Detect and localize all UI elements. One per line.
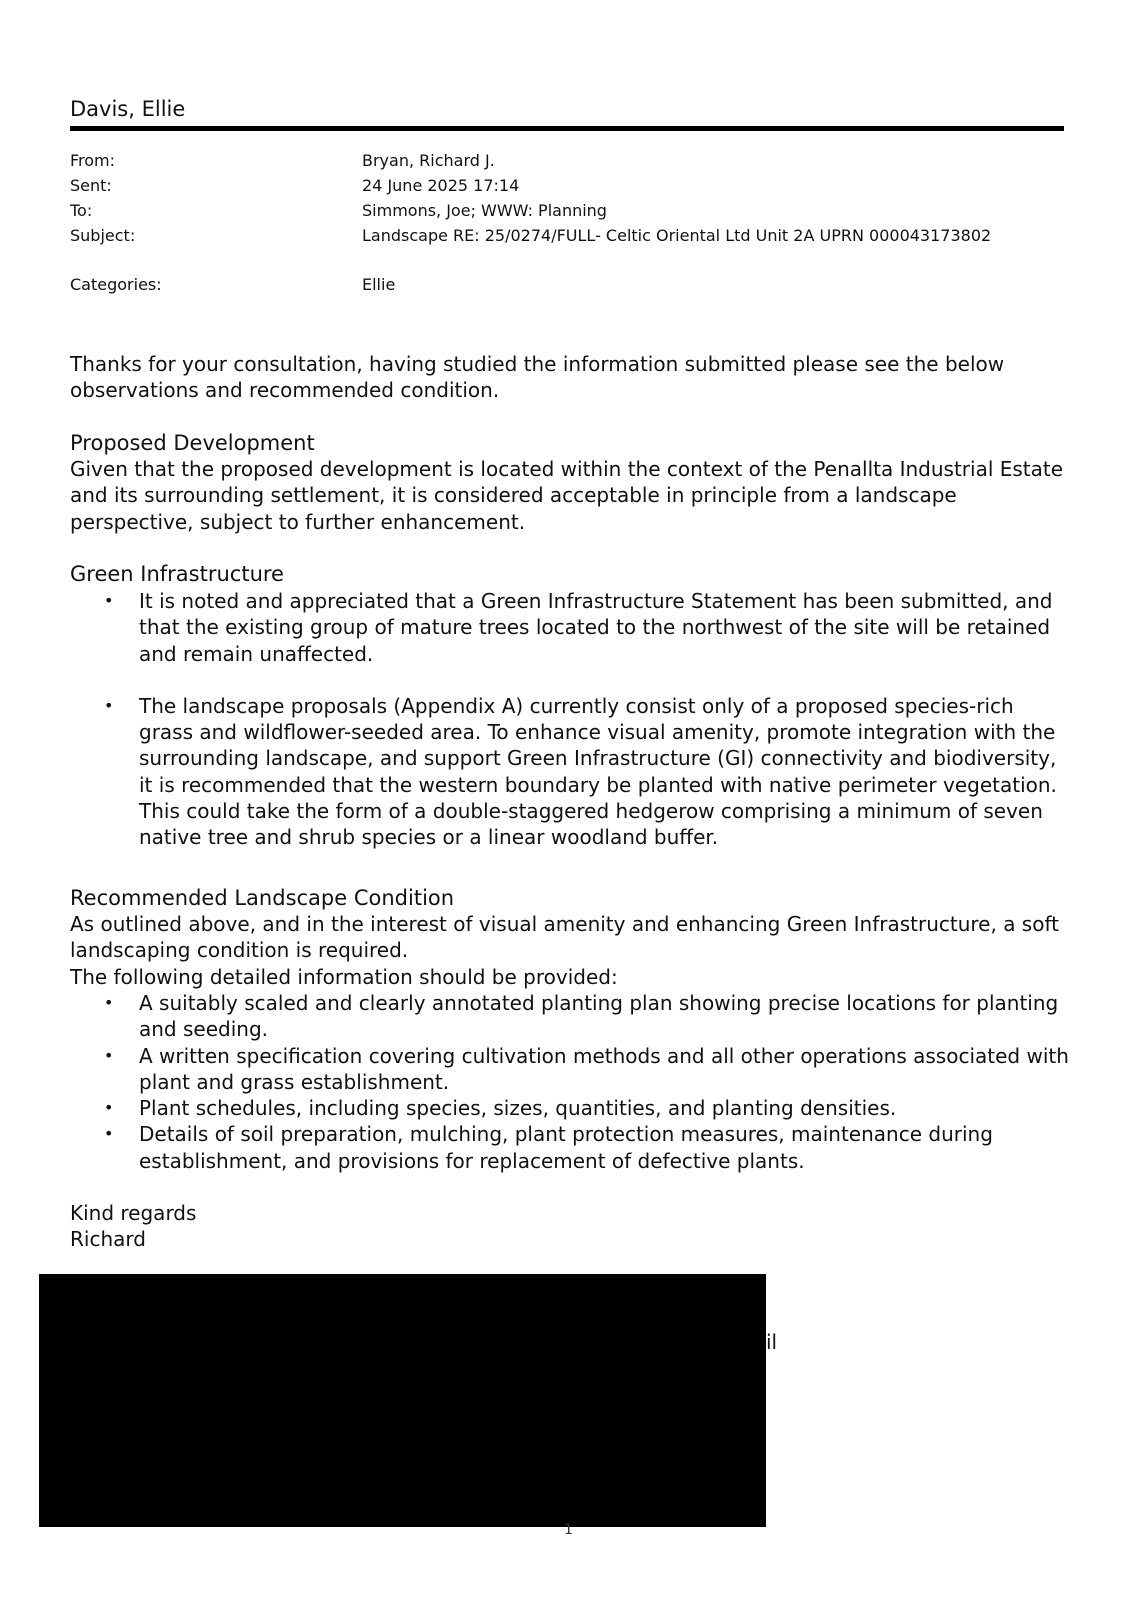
from-label: From:	[70, 151, 116, 170]
redaction-trailing-text: il	[766, 1330, 778, 1354]
bullet-glyph: •	[104, 1098, 114, 1118]
to-value: Simmons, Joe; WWW: Planning	[362, 201, 607, 220]
list-item-text: It is noted and appreciated that a Green Infrastructure Statement has been submitted, and that the existing group of mature trees located to the northwest of the site will be retained and remain unaffected.	[139, 589, 1053, 666]
sent-label: Sent:	[70, 176, 112, 195]
list-item-text: The landscape proposals (Appendix A) currently consist only of a proposed species-rich grass and wildflower-seeded area. To enhance visual amenity, promote integration with the surrounding landscape, and support Green Infrastructure (GI) connectivity and biodiversity, it is recommended that the western boundary be planted with native perimeter vegetation. This could take the form of a double-staggered hedgerow comprising a minimum of seven native tree and shrub species or a linear woodland buffer.	[139, 693, 1057, 850]
signoff: Kind regards	[70, 1201, 197, 1225]
recommended-condition-text: As outlined above, and in the interest of visual amenity and enhancing Green Infrastructure, a soft landscaping condition is required.	[70, 912, 1059, 963]
green-infrastructure-list	[70, 588, 1070, 851]
redaction-block	[39, 1274, 766, 1527]
list-item-text: A suitably scaled and clearly annotated planting plan showing precise locations for planting and seeding.	[139, 991, 1059, 1042]
categories-label: Categories:	[70, 275, 162, 294]
bullet-glyph: •	[104, 695, 114, 715]
list-item	[70, 693, 1070, 851]
to-label: To:	[70, 201, 93, 220]
from-value: Bryan, Richard J.	[362, 151, 495, 170]
page-number: 1	[564, 1522, 573, 1538]
subject-label: Subject:	[70, 226, 136, 245]
list-item-text: Details of soil preparation, mulching, plant protection measures, maintenance during establishment, and provisions for replacement of defective plants.	[139, 1122, 993, 1173]
bullet-glyph: •	[104, 1045, 114, 1065]
list-item	[70, 1121, 1070, 1174]
recommended-condition-lead: The following detailed information should be provided:	[70, 965, 618, 989]
list-item-text: A written specification covering cultivation methods and all other operations associated with plant and grass establishment.	[139, 1043, 1069, 1094]
list-item-text: Plant schedules, including species, sizes, quantities, and planting densities.	[139, 1096, 897, 1121]
categories-value: Ellie	[362, 275, 396, 294]
intro-paragraph: Thanks for your consultation, having studied the information submitted please see the below observations and recommended condition.	[70, 352, 1005, 403]
list-item	[70, 990, 1070, 1043]
signature-name: Richard	[70, 1227, 146, 1251]
proposed-development-text: Given that the proposed development is located within the context of the Penallta Industrial Estate and its surrounding settlement, it is considered acceptable in principle from a landscape perspective, subject to further enhancement.	[70, 457, 1064, 534]
list-item	[70, 1043, 1070, 1096]
list-item	[70, 588, 1070, 667]
sent-value: 24 June 2025 17:14	[362, 176, 520, 195]
mailbox-owner: Davis, Ellie	[70, 97, 186, 121]
recommended-condition-list	[70, 990, 1070, 1174]
bullet-glyph: •	[104, 1124, 114, 1144]
bullet-glyph: •	[104, 591, 114, 610]
list-item	[70, 1095, 1070, 1121]
recommended-condition-heading: Recommended Landscape Condition	[70, 886, 455, 910]
bullet-glyph: •	[104, 993, 114, 1012]
proposed-development-heading: Proposed Development	[70, 431, 315, 455]
header-rule	[70, 126, 1064, 131]
subject-value: Landscape RE: 25/0274/FULL- Celtic Oriental Ltd Unit 2A UPRN 000043173802	[362, 226, 992, 245]
green-infrastructure-heading: Green Infrastructure	[70, 562, 284, 586]
